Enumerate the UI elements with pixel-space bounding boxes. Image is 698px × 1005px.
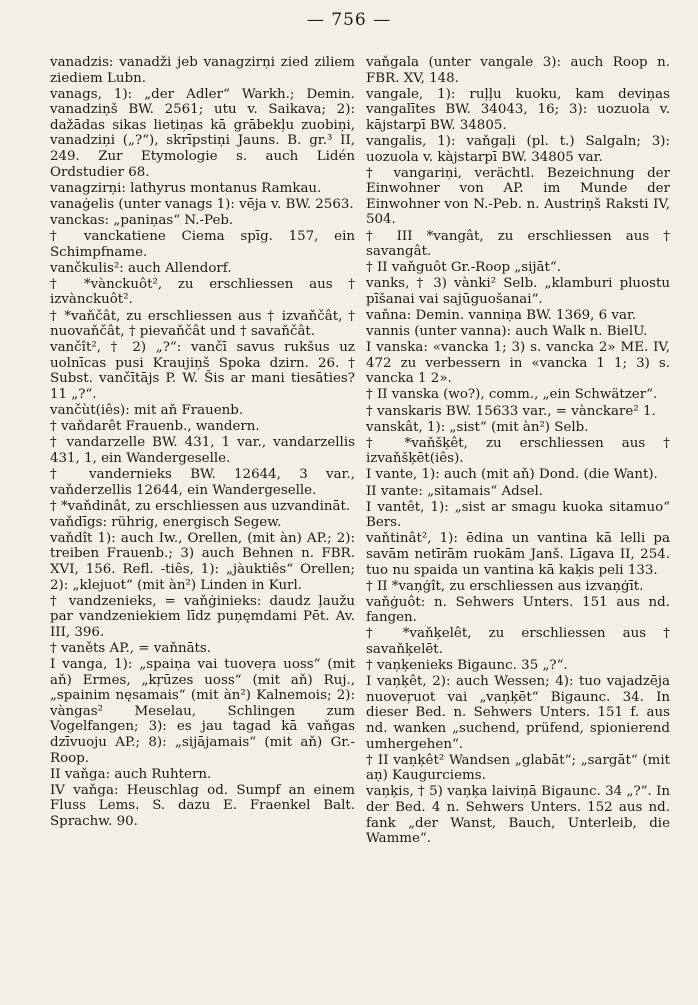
dictionary-entry: † vandarzelle BW. 431, 1 var., vandarzellis 431, 1, ein Wandergeselle. [50, 435, 355, 466]
dictionary-entry: † *vaňšķêt, zu erschliessen aus † izvaňšķēt(iês). [366, 435, 670, 467]
dictionary-entry: † II *vaņģît, zu erschliessen aus izvaņģīt. [366, 578, 644, 594]
dictionary-entry: vanckas: „paniņas“ N.-Peb. [50, 212, 234, 228]
dictionary-entry: vančkulis²: auch Allendorf. [50, 260, 232, 276]
dictionary-entry: † vanckatiene Ciema spīg. 157, ein Schimpfname. [50, 229, 355, 260]
dictionary-entry: † *vaňķelêt, zu erschliessen aus † savaňķelēt. [366, 626, 670, 657]
dictionary-entry: I vante, 1): auch (mit aň) Dond. (die Want). [366, 467, 658, 483]
dictionary-entry: † vaņķenieks Bigaunc. 35 „?“. [366, 658, 568, 674]
dictionary-entry: vanadzis: vanadži jeb vanagzirņi zied ziliem ziediem Lubn. [50, 55, 355, 86]
dictionary-entry: II vaňga: auch Ruhtern. [50, 766, 212, 782]
dictionary-entry: vanagzirņi: lathyrus montanus Ramkau. [50, 180, 322, 196]
dictionary-entry: vaňgala (unter vangale 3): auch Roop n. FBR. XV, 148. [366, 55, 670, 86]
dictionary-entry: vannis (unter vanna): auch Walk n. BielU. [366, 324, 648, 340]
dictionary-entry: I vanska: «vancka 1; 3) s. vancka 2» ME. IV, 472 zu verbessern in «vancka 1 1; 3) s. vancka 1 2». [366, 340, 670, 387]
dictionary-entry: vangalis, 1): vaňgaļi (pl. t.) Salgaln; 3): uozuola v. kàjstarpī BW. 34805 var. [366, 133, 670, 165]
dictionary-entry: vanskât, 1): „sist“ (mit àn²) Selb. [366, 419, 589, 435]
dictionary-entry: † vanskaris BW. 15633 var., = vànckare² 1. [366, 403, 656, 419]
left-column [50, 55, 355, 830]
dictionary-entry: † vaněts AP., = vaňnāts. [50, 640, 212, 656]
dictionary-entry: I vantêt, 1): „sist ar smagu kuoka sitamuo“ Bers. [366, 499, 670, 531]
dictionary-entry: vaňtinât², 1): ēdina un vantina kā lelli pa savām netīrām ruokām Janš. Līgava II, 254. tuo nu spaida un vantina kā kaķis peli 133. [366, 531, 670, 578]
dictionary-entry: vaňdīgs: rührig, energisch Segew. [50, 514, 282, 530]
page-number: — 756 — [306, 10, 392, 30]
dictionary-entry: vanks, † 3) vànki² Selb. „klamburi pluostu pīšanai vai sajūguošanai“. [366, 276, 670, 307]
dictionary-entry: vančùt(iês): mit aň Frauenb. [50, 403, 244, 419]
dictionary-entry: † II vanska (wo?), comm., „ein Schwätzer“. [366, 387, 658, 403]
dictionary-entry: † *vaňdinât, zu erschliessen aus uzvandināt. [50, 498, 351, 514]
dictionary-entry: vančît², † 2) „?“: vančī savus rukšus uz uolnīcas pusi Kraujiņš Spoka dzirn. 26. † Subst. vančītājs P. W. Šis ar mani tiesāties? 11 „?“. [50, 340, 355, 402]
dictionary-entry: II vante: „sitamais“ Adsel. [366, 483, 544, 499]
dictionary-entry: † *vaňčât, zu erschliessen aus † izvaňčât, † nuovaňčât, † pievaňčât und † savaňčât. [50, 308, 355, 340]
right-column [366, 55, 670, 847]
dictionary-entry: † III *vangât, zu erschliessen aus † savangât. [366, 228, 670, 260]
dictionary-entry: vaņķis, † 5) vaņķa laiviņā Bigaunc. 34 „?“. In der Bed. 4 n. Sehwers Unters. 152 aus nd. fank „der Wanst, Bauch, Unterleib, die Wamme“. [366, 784, 670, 847]
dictionary-entry: † vandzenieks, = vaňģinieks: daudz ļaužu par vandzeniekiem līdz puņęmdami Pēt. Av. III, 396. [50, 593, 355, 640]
dictionary-entry: vaňdît 1): auch Iw., Orellen, (mit àn) AP.; 2): treiben Frauenb.; 3) auch Behnen n. FBR. XVI, 156. Refl. -tiês, 1): „jàuktiês“ Orellen; 2): „klejuot“ (mit àn²) Linden in Kurl. [50, 530, 355, 593]
dictionary-entry: I vanga, 1): „spaiņa vai tuoveŗa uoss“ (mit aň) Ermes, „kŗūzes uoss“ (mit aň) Ruj., „spainim nęsamais“ (mit àn²) Kalnemois; 2): vàngas² Meselau, Schlingen zum Vogelfangen; 3): es jau tagad kā vaňgas dzīvuoju AP.; 8): „sijājamais“ (mit aň) Gr.-Roop. [50, 657, 355, 766]
dictionary-entry: † II vaňguôt Gr.-Roop „sijāt“. [366, 260, 562, 276]
dictionary-entry: vaňna: Demin. vanniņa BW. 1369, 6 var. [366, 308, 637, 323]
dictionary-entry: I vaņķêt, 2): auch Wessen; 4): tuo vajadzēja nuoveŗuot vai „vaņķēt“ Bigaunc. 34. In dieser Bed. n. Sehwers Unters. 151 f. aus nd. wanken „suchend, prüfend, spionierend umhergehen“. [366, 674, 670, 752]
dictionary-entry: IV vaňga: Heuschlag od. Sumpf an einem Fluss Lems. S. dazu E. Fraenkel Balt. Sprachw. 90. [50, 782, 355, 829]
dictionary-entry: vanaģelis (unter vanags 1): vēja v. BW. 2563. [50, 196, 354, 212]
dictionary-entry: † *vànckuôt², zu erschliessen aus † izvànckuôt². [50, 276, 355, 308]
dictionary-entry: vangale, 1): ruļļu kuoku, kam deviņas vangalītes BW. 34043, 16; 3): uozuola v. kājstarpī BW. 34805. [366, 86, 670, 133]
dictionary-entry: vaňģuôt: n. Sehwers Unters. 151 aus nd. fangen. [366, 594, 670, 626]
dictionary-entry: † vandernieks BW. 12644, 3 var., vaňderzellis 12644, ein Wandergeselle. [50, 466, 355, 498]
dictionary-entry: † vaňdarêt Frauenb., wandern. [50, 419, 260, 435]
dictionary-entry: vanags, 1): „der Adler“ Warkh.; Demin. vanadziņš BW. 2561; utu v. Saikava; 2): dažādas sikas lietiņas kā grābekļu zuobiņi, vanadziņi („?“), skrīpstiņi Jauns. B. gr.³ II, 249. Zur Etymologie s. auch Lidén Ordstudier 68. [50, 86, 355, 180]
dictionary-entry: † II vaņķêt² Wandsen „glabāt“; „sargāt“ (mit aņ) Kaugurciems. [366, 752, 670, 784]
dictionary-entry: † vangariņi, verächtl. Bezeichnung der Einwohner von AP. im Munde der Einwohner von N.-Peb. n. Austriņš Raksti IV, 504. [366, 165, 670, 228]
